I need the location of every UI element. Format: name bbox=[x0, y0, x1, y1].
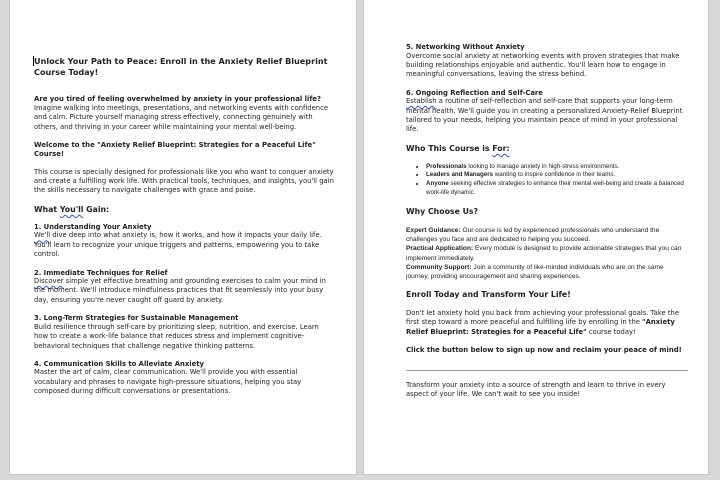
reason-item: Community Support: Join a community of like-minded individuals who are on the same journey, providing encouragement and sharing experiences. bbox=[406, 263, 664, 280]
reason-item: Expert Guidance: Our course is led by experienced professionals who understand the challenges you face and are dedicated to helping you succeed. bbox=[406, 227, 660, 244]
document-title-text: Unlock Your Path to Peace: Enroll in the Anxiety Relief Blueprint Course Today! bbox=[34, 56, 328, 77]
gain-heading: What You'll Gain: bbox=[34, 204, 110, 214]
module-4 bbox=[34, 360, 334, 397]
closing-paragraph: Transform your anxiety into a source of strength and learn to thrive in every aspect of your life. We can't wait to see you inside! bbox=[406, 380, 666, 399]
spelling-mark: Establish bbox=[406, 97, 437, 106]
spelling-mark: We'll bbox=[34, 231, 51, 240]
document-page-2[interactable] bbox=[364, 0, 708, 474]
welcome-heading: Welcome to the "Anxiety Relief Blueprint: Strategies for a Peaceful Life" Course! bbox=[34, 141, 316, 158]
list-item: • Anyone seeking effective strategies to enhance their mental well-being and create a balanced work-life dynamic. bbox=[426, 180, 688, 197]
spelling-mark: For: bbox=[492, 143, 510, 153]
module-5 bbox=[406, 43, 688, 80]
module-title: 4. Communication Skills to Alleviate Anxiety bbox=[34, 359, 204, 368]
module-text: Master the art of calm, clear communication. We'll provide you with essential vocabulary and phrases to navigate high-pressure situations, helping you stay composed during difficult conversations or presentations. bbox=[34, 368, 302, 396]
welcome-paragraph: This course is specially designed for professionals like you who want to conquer anxiety and create a fulfilling work life. With practical tools, techniques, and insights, you'll gain the skills necessary to navigate challenges with grace and poise. bbox=[34, 167, 334, 195]
spelling-mark: You'll bbox=[59, 204, 84, 214]
module-title: 1. Understanding Your Anxiety bbox=[34, 222, 152, 231]
module-2 bbox=[34, 269, 334, 306]
module-text: Build resilience through self-care by prioritizing sleep, nutrition, and exercise. Learn how to create a work-life balance that reduces stress and implement cognitive-behavioral techniques that challenge negative thinking patterns. bbox=[34, 322, 319, 350]
intro-paragraph: Imagine walking into meetings, presentations, and networking events with confidence and calm. Picture yourself managing stress effectively, connecting genuinely with others, and thriving in your career while maintaining your mental well-being. bbox=[34, 103, 329, 131]
cta-text: Click the button below to sign up now and reclaim your peace of mind! bbox=[406, 346, 682, 354]
module-title: 5. Networking Without Anxiety bbox=[406, 43, 525, 51]
text-cursor bbox=[33, 56, 34, 66]
enroll-heading: Enroll Today and Transform Your Life! bbox=[406, 289, 571, 299]
module-text: Discover simple yet effective breathing and grounding exercises to calm your mind in the moment. We'll introduce mindfulness practices that fit seamlessly into your busy day, ensuring you're never caught off guard by anxiety. bbox=[34, 277, 326, 304]
module-1 bbox=[34, 223, 334, 260]
why-heading: Why Choose Us? bbox=[406, 207, 479, 217]
document-page-1[interactable] bbox=[10, 0, 356, 474]
intro-heading: Are you tired of feeling overwhelmed by anxiety in your professional life? bbox=[34, 95, 321, 103]
who-heading: Who This Course is For: bbox=[406, 143, 510, 153]
document-title[interactable] bbox=[34, 56, 334, 78]
list-item: • Professionals looking to manage anxiety in high-stress environments. bbox=[426, 163, 688, 172]
module-3 bbox=[34, 314, 334, 351]
audience-list bbox=[406, 163, 688, 197]
module-title: 2. Immediate Techniques for Relief bbox=[34, 268, 168, 277]
enroll-paragraph: Don't let anxiety hold you back from achieving your professional goals. Take the first step toward a more peaceful and fulfilling life by enrolling in the "Anxiety Relief Blueprint: Strategies for a Peaceful Life" course today! bbox=[406, 308, 680, 336]
reason-item: Practical Application: Every module is designed to provide actionable strategies that you can implement immediately. bbox=[406, 245, 682, 262]
module-text: Overcome social anxiety at networking events with proven strategies that make building relationships enjoyable and authentic. You'll learn how to engage in meaningful conversations, leaving the stress behind. bbox=[406, 51, 680, 79]
horizontal-rule bbox=[406, 370, 688, 371]
spelling-mark: Discover bbox=[34, 277, 64, 286]
list-item: • Leaders and Managers wanting to inspire confidence in their teams. bbox=[426, 171, 688, 180]
module-title: 6. Ongoing Reflection and Self-Care bbox=[406, 88, 543, 97]
reasons bbox=[406, 226, 688, 281]
module-text: We'll dive deep into what anxiety is, how it works, and how it impacts your daily life. You'll learn to recognize your unique triggers and patterns, empowering you to take control. bbox=[34, 231, 322, 259]
module-6 bbox=[406, 89, 688, 135]
module-title: 3. Long-Term Strategies for Sustainable Management bbox=[34, 314, 239, 323]
module-text: Establish a routine of self-reflection and self-care that supports your long-term mental health. We'll guide you in creating a personalized Anxiety-Relief Blueprint tailored to your needs, helping you maintain peace of mind in your professional life. bbox=[406, 97, 683, 134]
